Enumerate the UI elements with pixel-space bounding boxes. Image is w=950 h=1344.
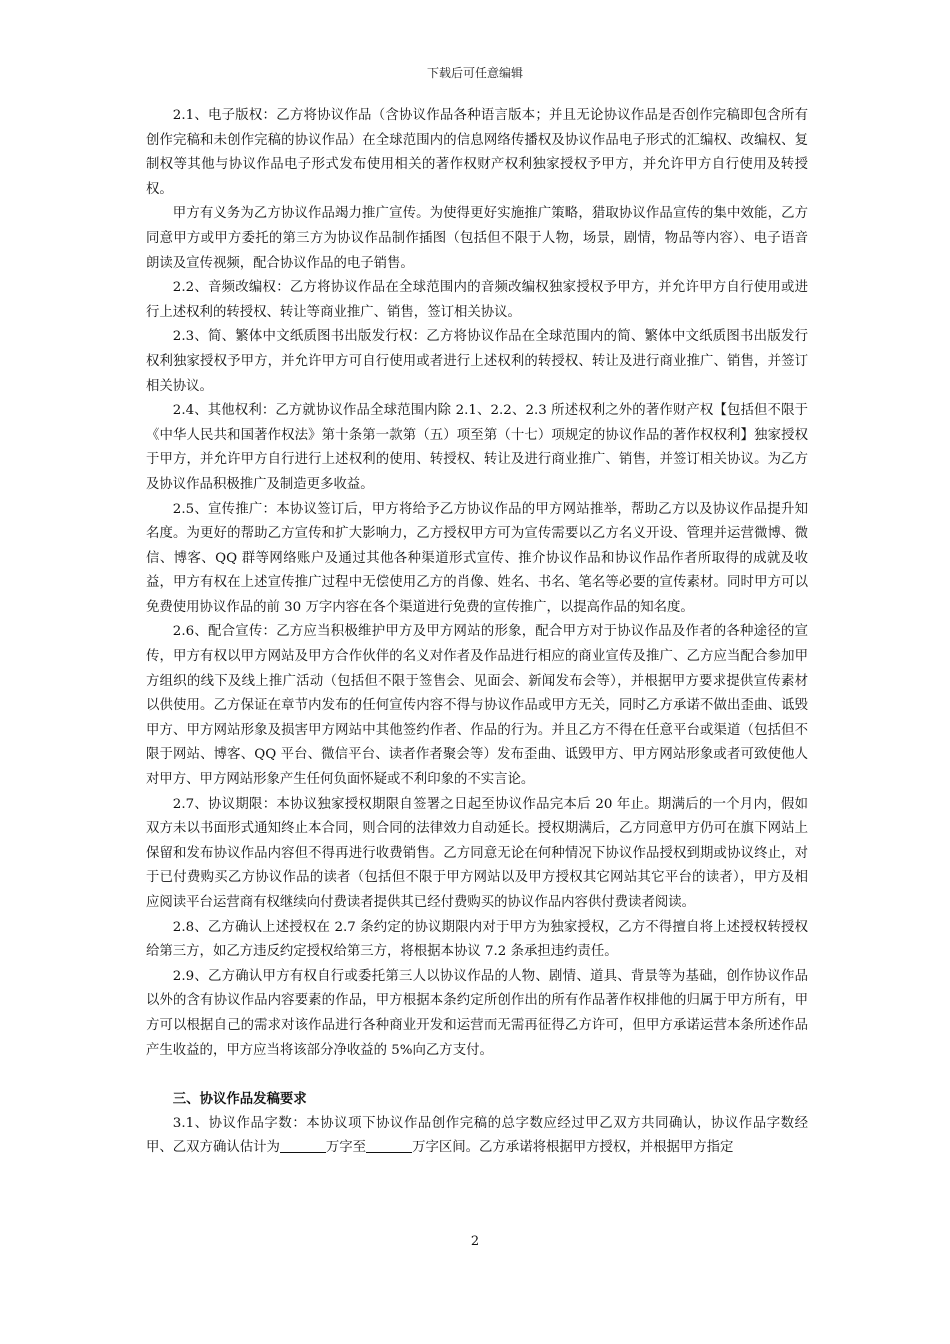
clause-2-4: 2.4、其他权利：乙方就协议作品全球范围内除 2.1、2.2、2.3 所述权利之外的著作财产权【包括但不限于《中华人民共和国著作权法》第十条第一款第（五）项至第（十七）项规定的协议作品的著作权权利】独家授权于甲方，并允许甲方自行进行上述权利的使用、转授权、转让及进行商业推广、销售，并签订相关协议。为乙方及协议作品积极推广及制造更多收益。 — [146, 403, 808, 492]
page-number: 2 — [470, 1234, 480, 1249]
clause-2-6: 2.6、配合宣传：乙方应当积极维护甲方及甲方网站的形象，配合甲方对于协议作品及作者的各种途径的宣传，甲方有权以甲方网站及甲方合作伙伴的名义对作者及作品进行相应的商业宣传及推广、乙方应当配合参加甲方组织的线下及线上推广活动（包括但不限于签售会、见面会、新闻发布会等），并根据甲方要求提供宣传素材以供使用。乙方保证在章节内发布的任何宣传内容不得与协议作品或甲方无关，同时乙方承诺不做出歪曲、诋毁甲方、甲方网站形象及损害甲方网站中其他签约作者、作品的行为。并且乙方不得在任意平台或渠道（包括但不限于网站、博客、QQ 平台、微信平台、读者作者聚会等）发布歪曲、诋毁甲方、甲方网站形象或者可致使他人对甲方、甲方网站形象产生任何负面怀疑或不利印象的不实言论。 — [146, 624, 808, 788]
clause-2-1-promotion: 甲方有义务为乙方协议作品竭力推广宣传。为使得更好实施推广策略，猎取协议作品宣传的集中效能，乙方同意甲方或甲方委托的第三方为协议作品制作插图（包括但不限于人物，场景，剧情，物品等内容）、电子语音朗读及宣传视频，配合协议作品的电子销售。 — [146, 206, 808, 271]
document-body — [146, 104, 808, 1161]
word-count-min-blank — [280, 1138, 326, 1153]
clause-2-2: 2.2、音频改编权：乙方将协议作品在全球范围内的音频改编权独家授权予甲方，并允许甲方自行使用或进行上述权利的转授权、转让等商业推广、销售，签订相关协议。 — [146, 280, 808, 320]
word-count-max-blank — [366, 1138, 412, 1153]
clause-3-1 — [146, 1112, 808, 1161]
page-header: 下载后可任意编辑 — [426, 66, 523, 80]
clause-2-5: 2.5、宣传推广：本协议签订后，甲方将给予乙方协议作品的甲方网站推举，帮助乙方以及协议作品提升知名度。为更好的帮助乙方宣传和扩大影响力，乙方授权甲方可为宣传需要以乙方名义开设、管理并运营微博、微信、博客、QQ 群等网络账户及通过其他各种渠道形式宣传、推介协议作品和协议作品作者所取得的成就及收益，甲方有权在上述宣传推广过程中无偿使用乙方的肖像、姓名、书名、笔名等必要的宣传素材。同时甲方可以免费使用协议作品的前 30 万字内容在各个渠道进行免费的宣传推广，以提高作品的知名度。 — [146, 501, 808, 615]
clause-2-9: 2.9、乙方确认甲方有权自行或委托第三人以协议作品的人物、剧情、道具、背景等为基础，创作协议作品以外的含有协议作品内容要素的作品，甲方根据本条约定所创作出的所有作品著作权排他的归属于甲方所有，甲方可以根据自己的需求对该作品进行各种商业开发和运营而无需再征得乙方许可，但甲方承诺运营本条所述作品产生收益的，甲方应当将该部分净收益的 5%向乙方支付。 — [146, 968, 808, 1058]
clause-2-8: 2.8、乙方确认上述授权在 2.7 条约定的协议期限内对于甲方为独家授权，乙方不得擅自将上述授权转授权给第三方，如乙方违反约定授权给第三方，将根据本协议 7.2 条承担违约责任。 — [146, 919, 808, 960]
clause-2-7: 2.7、协议期限：本协议独家授权期限自签署之日起至协议作品完本后 20 年止。期满后的一个月内，假如双方未以书面形式通知终止本合同，则合同的法律效力自动延长。授权期满后，乙方同意甲方仍可在旗下网站上保留和发布协议作品内容但不得再进行收费销售。乙方同意无论在何种情况下协议作品授权到期或协议终止，对于已付费购买乙方协议作品的读者（包括但不限于甲方网站以及甲方授权其它网站其它平台的读者），甲方及相应阅读平台运营商有权继续向付费读者提供其已经付费购买的协议作品内容供付费读者阅读。 — [146, 796, 808, 910]
clause-2-3: 2.3、简、繁体中文纸质图书出版发行权：乙方将协议作品在全球范围内的简、繁体中文纸质图书出版发行权利独家授权予甲方，并允许甲方可自行使用或者进行上述权利的转授权、转让及进行商业推广、销售，并签订相关协议。 — [146, 329, 808, 394]
clause-2-1: 2.1、电子版权：乙方将协议作品（含协议作品各种语言版本；并且无论协议作品是否创作完稿即包含所有创作完稿和未创作完稿的协议作品）在全球范围内的信息网络传播权及协议作品电子形式的汇编权、改编权、复制权等其他与协议作品电子形式发布使用相关的著作权财产权利独家授权予甲方，并允许甲方自行使用及转授权。 — [146, 108, 808, 197]
clause-3-1-start: 3.1、协议作品字数：本协议项下协议作品创作完稿的总字数应经过甲乙双方共同确认，协议作品字数经甲、乙双方确认估计为 — [146, 1115, 808, 1156]
clause-3-1-end: 万字区间。乙方承诺将根据甲方授权，并根据甲方指定 — [412, 1140, 734, 1156]
section-3-heading: 三、协议作品发稿要求 — [172, 1091, 307, 1108]
clause-3-1-mid: 万字至 — [325, 1140, 367, 1156]
